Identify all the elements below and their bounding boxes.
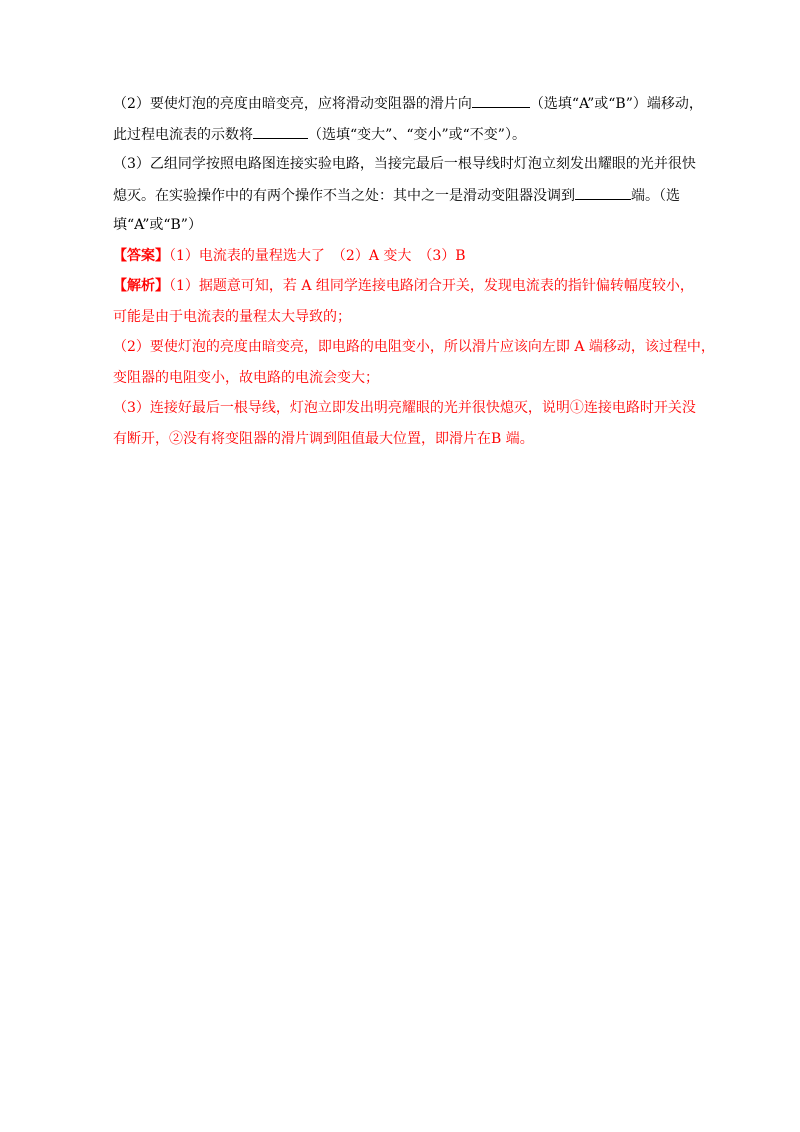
question-2-text-c: 此过程电流表的示数将 bbox=[113, 126, 253, 143]
analysis-line-1 bbox=[113, 276, 713, 296]
analysis-text-2: 可能是由于电流表的量程太大导致的； bbox=[113, 308, 351, 325]
answer-blank-2 bbox=[253, 124, 308, 139]
analysis-tag: 【解析】 bbox=[113, 278, 169, 294]
analysis-line-5 bbox=[113, 398, 713, 418]
question-3-line-3 bbox=[113, 215, 713, 235]
answer-text: （1）电流表的量程选大了 （2）A 变大 （3）B bbox=[169, 247, 466, 264]
answer-line bbox=[113, 246, 713, 266]
answer-tag: 【答案】 bbox=[113, 247, 169, 264]
question-3-text-b: 熄灭。在实验操作中的有两个操作不当之处：其中之一是滑动变阻器没调到 bbox=[113, 187, 575, 204]
question-2-line-2 bbox=[113, 124, 713, 144]
analysis-line-3 bbox=[113, 337, 713, 357]
question-2-text-a: （2）要使灯泡的亮度由暗变亮，应将滑动变阻器的滑片向 bbox=[113, 96, 472, 112]
analysis-text-3: （2）要使灯泡的亮度由暗变亮，即电路的电阻变小，所以滑片应该向左即 A 端移动，该过程中， bbox=[113, 339, 715, 355]
analysis-text-1: （1）据题意可知，若 A 组同学连接电路闭合开关，发现电流表的指针偏转幅度较小， bbox=[169, 278, 694, 294]
question-3-line-1 bbox=[113, 154, 713, 174]
question-2-text-b: （选填“A”或“B”）端移动， bbox=[529, 96, 703, 112]
question-3-text-d: 填“A”或“B”） bbox=[113, 217, 202, 233]
question-3-line-2 bbox=[113, 185, 713, 205]
question-3-text-c: 端。（选 bbox=[631, 187, 680, 204]
question-2-text-d: （选填“变大”、“变小”或“不变”）。 bbox=[308, 126, 526, 143]
question-2-line-1 bbox=[113, 93, 713, 113]
document-content bbox=[113, 93, 713, 459]
answer-blank-3 bbox=[575, 185, 631, 200]
analysis-line-4 bbox=[113, 368, 713, 388]
analysis-text-4: 变阻器的电阻变小，故电路的电流会变大； bbox=[113, 369, 379, 386]
analysis-text-6: 有断开，②没有将变阻器的滑片调到阻值最大位置，即滑片在B 端。 bbox=[113, 430, 534, 447]
analysis-text-5: （3）连接好最后一根导线，灯泡立即发出明亮耀眼的光并很快熄灭，说明①连接电路时开关没 bbox=[113, 400, 696, 416]
answer-blank-1 bbox=[472, 93, 530, 108]
analysis-line-6 bbox=[113, 429, 713, 449]
analysis-line-2 bbox=[113, 307, 713, 327]
question-3-text-a: （3）乙组同学按照电路图连接实验电路，当接完最后一根导线时灯泡立刻发出耀眼的光并很快 bbox=[113, 156, 696, 172]
